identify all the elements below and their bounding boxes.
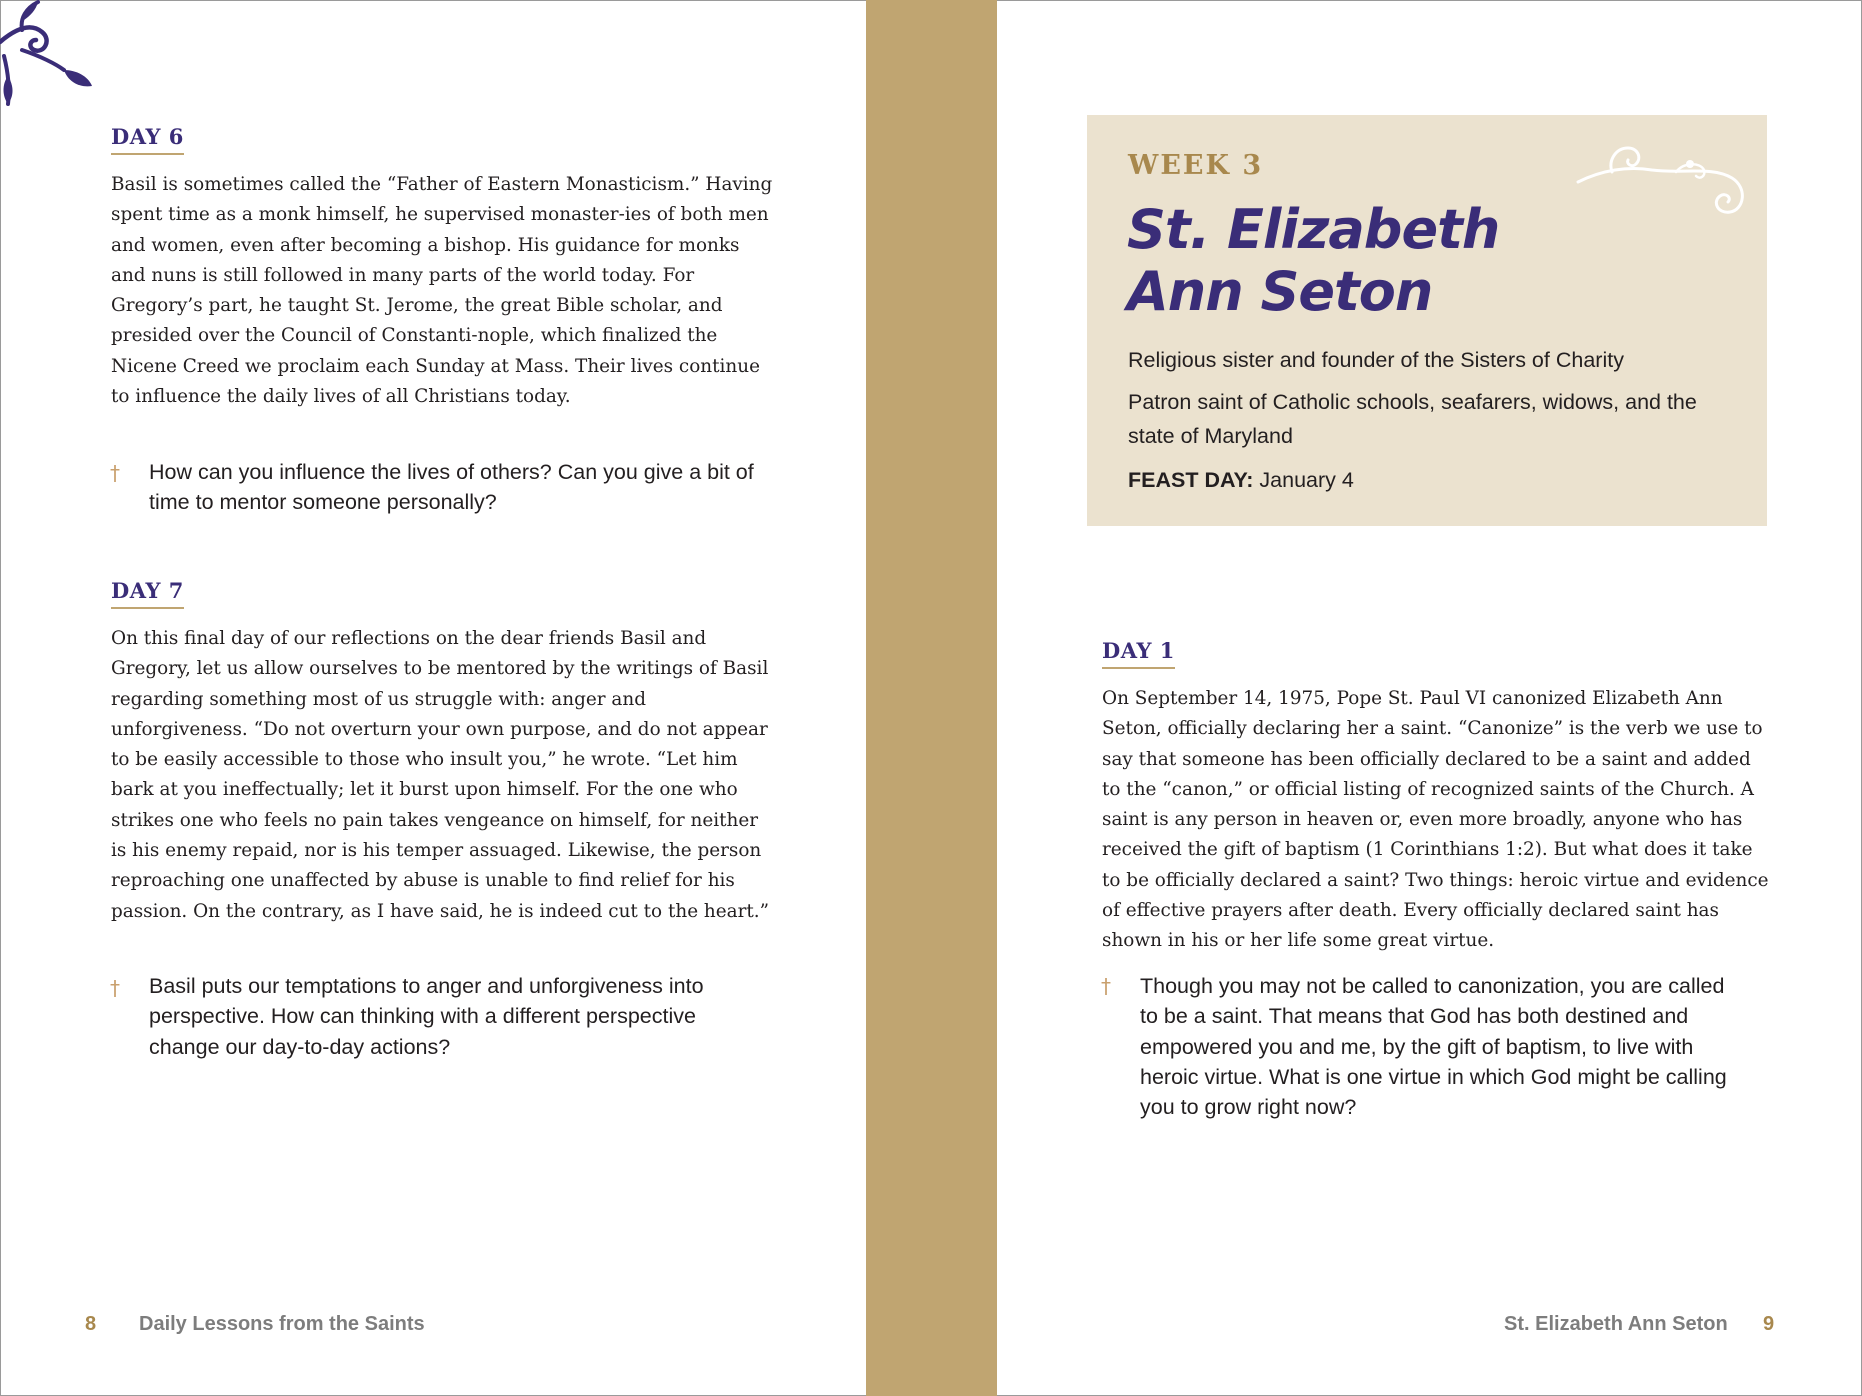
- vine-ornament-icon: [0, 0, 100, 112]
- reflection-prompt: Basil puts our temptations to anger and unforgiveness into perspective. How can thinking with a different perspective change our day-to-day actions?: [149, 974, 704, 1059]
- cross-icon: †: [1101, 974, 1111, 998]
- saint-name: St. Elizabeth Ann Seton: [1127, 198, 1500, 323]
- running-title: St. Elizabeth Ann Seton: [1504, 1313, 1728, 1335]
- day-label: DAY 1: [1102, 638, 1175, 669]
- feast-day-value: January 4: [1259, 468, 1354, 492]
- page-number: 9: [1763, 1313, 1775, 1335]
- reflection-prompt: How can you influence the lives of others? Can you give a bit of time to mentor someone personally?: [149, 460, 754, 515]
- saint-patronage: Patron saint of Catholic schools, seafarers, widows, and the state of Maryland: [1128, 390, 1697, 448]
- day-label: DAY 7: [111, 578, 184, 609]
- reflection-prompt: Though you may not be called to canonization, you are called to be a saint. That means that God has both destined and empowered you and me, by the gift of baptism, to live with heroic virtue. What is one virtue in which God might be calling you to grow right now?: [1140, 974, 1727, 1120]
- feast-day: [1128, 463, 1748, 497]
- day-body: On September 14, 1975, Pope St. Paul VI canonized Elizabeth Ann Seton, officially declaring her a saint. “Canonize” is the verb we use to say that someone has been officially declared to be a saint and added to the “canon,” or official listing of recognized saints of the Church. A saint is any person in heaven or, even more broadly, anyone who has received the gift of baptism (1 Corinthians 1:2). But what does it take to be officially declared a saint? Two things: heroic virtue and evidence of effective prayers after death. Every officially declared saint has shown in his or her life some great virtue.: [1102, 688, 1769, 952]
- cross-icon: †: [110, 976, 120, 1000]
- running-title: Daily Lessons from the Saints: [139, 1313, 425, 1335]
- feast-day-label: FEAST DAY:: [1128, 468, 1254, 492]
- day-body: Basil is sometimes called the “Father of Eastern Monasticism.” Having spent time as a monk himself, he supervised monaster-ies of both men and women, even after becoming a bishop. His guidance for monks and nuns is still followed in many parts of the world today. For Gregory’s part, he taught St. Jerome, the great Bible scholar, and presided over the Council of Constanti-nople, which finalized the Nicene Creed we proclaim each Sunday at Mass. Their lives continue to influence the daily lives of all Christians today.: [111, 174, 773, 408]
- day-label: DAY 6: [111, 124, 184, 155]
- swirl-ornament-icon: [1572, 136, 1752, 222]
- saint-description: Religious sister and founder of the Sisters of Charity: [1128, 348, 1624, 372]
- week-label: WEEK 3: [1128, 150, 1264, 181]
- cross-icon: †: [110, 461, 120, 485]
- day-body: On this final day of our reflections on the dear friends Basil and Gregory, let us allow ourselves to be mentored by the writings of Basil regarding something most of us struggle with: anger and unforgiveness. “Do not overturn your own purpose, and do not appear to be easily accessible to those who insult you,” he wrote. “Let him bark at you ineffectually; let it burst upon himself. For the one who strikes one who feels no pain takes vengeance on himself, for neither is his enemy repaid, nor is his temper assuaged. Likewise, the person reproaching one unaffected by abuse is unable to find relief for his passion. On the contrary, as I have said, he is indeed cut to the heart.”: [111, 628, 770, 922]
- center-gutter: [866, 0, 997, 1396]
- page-number: 8: [85, 1313, 97, 1335]
